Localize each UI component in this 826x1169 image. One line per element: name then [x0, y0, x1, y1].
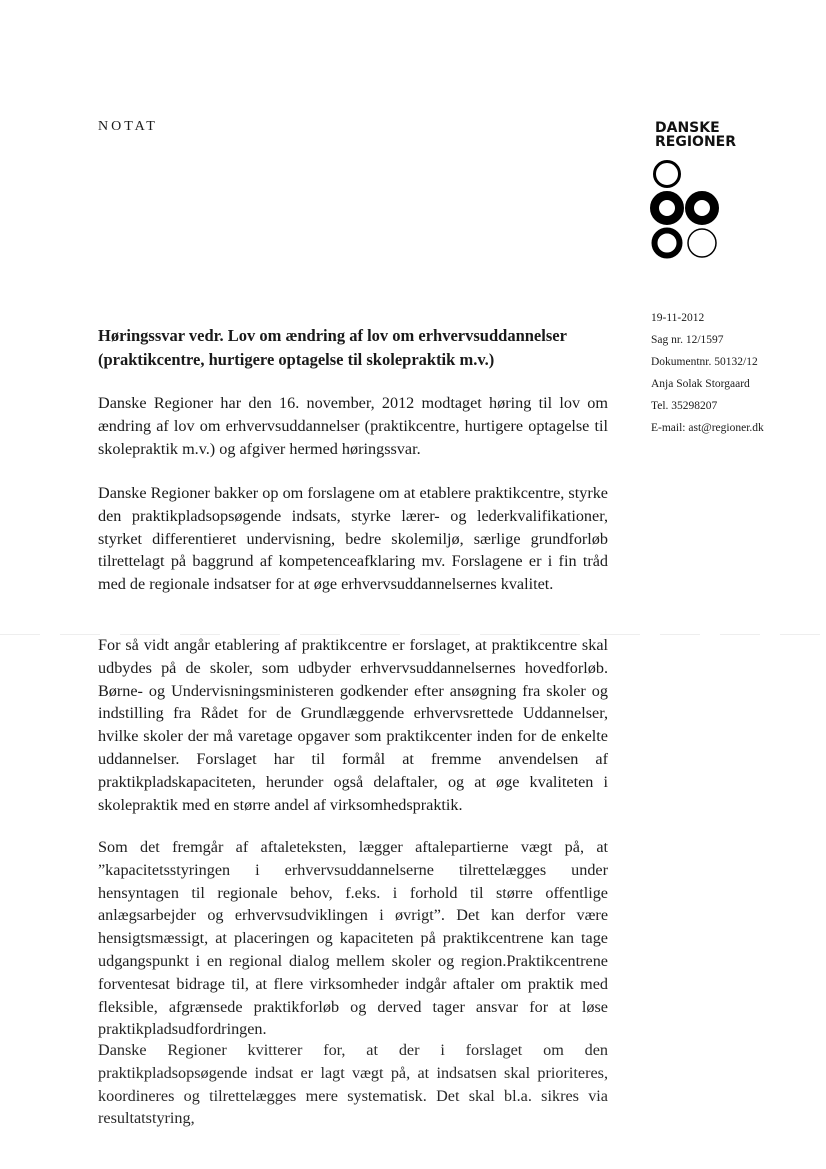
document-metadata — [651, 307, 764, 439]
organization-logo-text — [655, 121, 736, 149]
meta-email: E-mail: ast@regioner.dk — [651, 422, 764, 434]
logo-line-2: REGIONER — [655, 134, 737, 150]
paragraph-5: Danske Regioner kvitterer for, at der i forslaget om den praktikpladsopsøgende indsat er lagt vægt på, at indsatsen skal prioriteres, koordineres og tilrettelægges mere systematisk. Det skal bl.a. sikres via resultatstyring, — [98, 1041, 608, 1128]
document-type-label: NOTAT — [98, 119, 158, 134]
meta-case-number: Sag nr. 12/1597 — [651, 334, 724, 346]
paragraph-2: Danske Regioner bakker op om forslagene om at etablere praktikcentre, styrke den praktikpladsopsøgende indsats, styrke lærer- og lederkvalifikationer, styrket differentieret undervisning, bedre skolemiljø, særlige grundforløb tilrettelagt på baggrund af kompetenceafklaring mv. Forslagene er i fin tråd med de regionale indsatser for at øge erhvervsuddannelsernes kvalitet. — [98, 484, 608, 594]
logo-line-1: DANSKE — [655, 120, 720, 136]
paragraph-3: For så vidt angår etablering af praktikcentre er forslaget, at praktikcentre skal udbydes på de skoler, som udbyder erhvervsuddannelsernes hovedforløb. Børne- og Undervisningsministeren godkender efter ansøgning fra skoler og indstilling fra Rådet for de Grundlæggende erhvervsrettede Uddannelser, hvilke skoler der må varetage opgaver som praktikcenter inden for de enkelte uddannelser. Forslaget har til formål at fremme anvendelsen af praktikpladskapaciteten, herunder også delaftaler, og at øge kvaliteten i skolepraktik med en større andel af virksomhedspraktik. — [98, 636, 608, 814]
meta-document-number: Dokumentnr. 50132/12 — [651, 356, 758, 368]
paragraph-1: Danske Regioner har den 16. november, 2012 modtaget høring til lov om ændring af lov om erhvervsuddannelser (praktikcentre, hurtigere optagelse til skolepraktik m.v.) og afgiver hermed høringssvar. — [98, 394, 608, 458]
meta-phone: Tel. 35298207 — [651, 400, 718, 412]
meta-author: Anja Solak Storgaard — [651, 378, 750, 390]
paragraph-4: Som det fremgår af aftaleteksten, lægger aftalepartierne vægt på, at ”kapacitetsstyringen i erhvervsuddannelserne tilrettelægges under hensyntagen til regionale behov, f.eks. i forhold til større offentlige anlægsarbejder og erhvervsudviklingen i øvrigt”. Det kan derfor være hensigtsmæssigt, at placeringen og kapaciteten på praktikcentrene kan tage udgangspunkt i en regional dialog mellem skoler og region.Praktikcentrene forventesat bidrage til, at flere virksomheder indgår aftaler om praktik med fleksible, afgrænsede praktikforløb og derved tager ansvar for at løse praktikpladsudfordringen. — [98, 838, 608, 1039]
document-title: Høringssvar vedr. Lov om ændring af lov om erhvervsuddannelser (praktikcentre, hurtigere optagelse til skolepraktik m.v.) — [98, 326, 567, 369]
meta-date: 19-11-2012 — [651, 312, 705, 324]
danske-regioner-logo-icon — [650, 158, 730, 260]
